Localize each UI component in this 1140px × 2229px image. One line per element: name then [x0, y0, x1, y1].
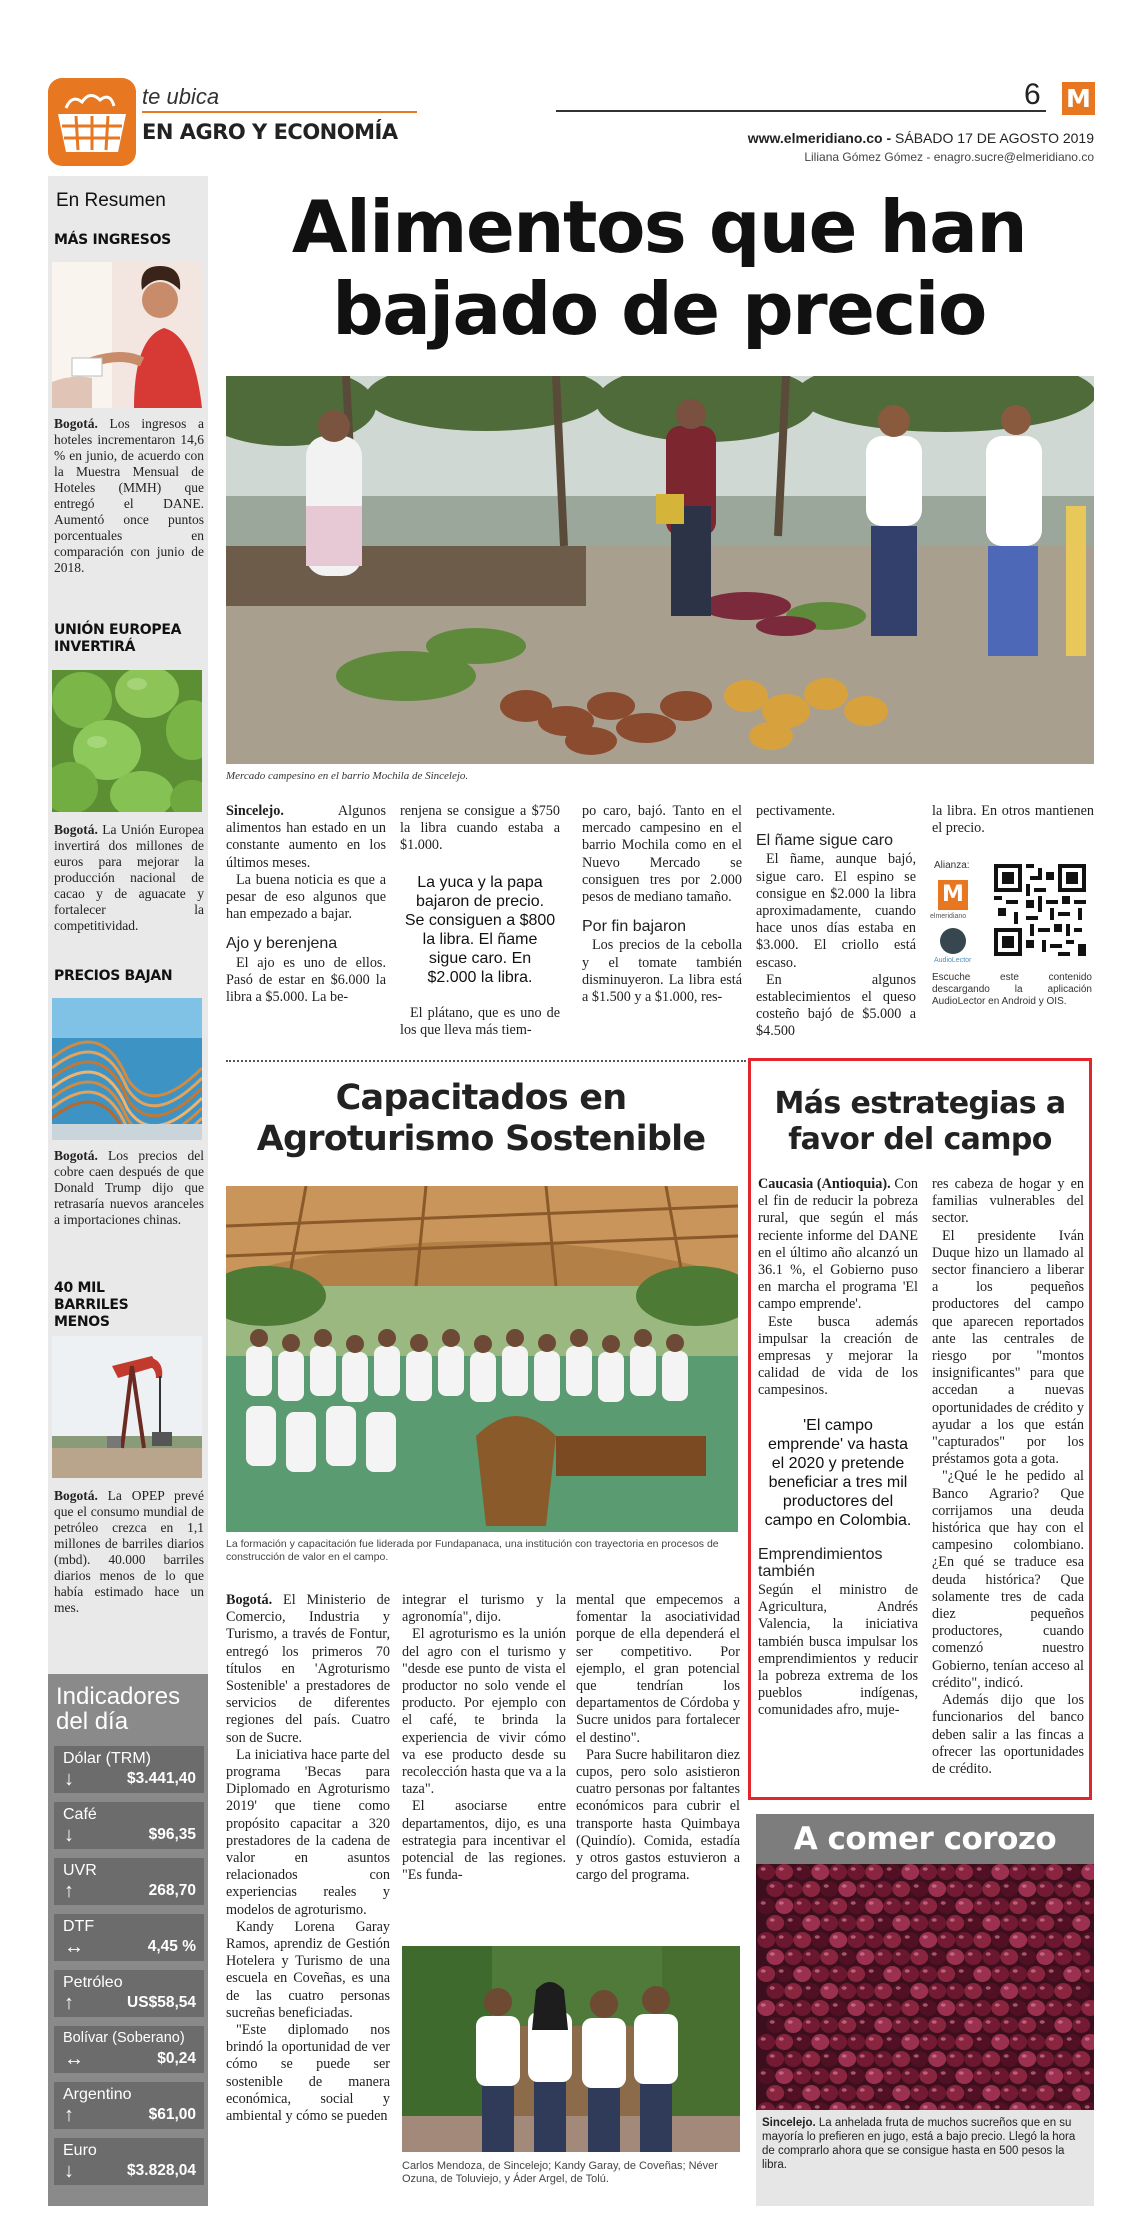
dateline [748, 130, 1094, 146]
sidebar-title: En Resumen [56, 190, 166, 211]
main-col-4: pectivamente. El ñame sigue caro El ñame, aunque bajó, sigue caro. El espino se consigue en $2.000 la libra aproximadamente, cuando hace unos días estaba en $3.000. El criollo está escaso. En algunos establecimientos el queso costeño bajó de $5.000 a $4.500 [756, 803, 916, 1040]
indicators-title: Indicadores del día [56, 1683, 181, 1735]
indicator-row: Euro ↓ $3.828,04 [54, 2138, 204, 2185]
brief-heading: UNIÓN EUROPEA INVERTIRÁ [54, 622, 182, 655]
market-photo [226, 376, 1094, 764]
indicator-row: Dólar (TRM) ↓ $3.441,40 [54, 1746, 204, 1793]
alliance-label: Alianza: [934, 860, 970, 871]
main-col-5: la libra. En otros mantienen el precio. [932, 803, 1094, 837]
agro-col-2: integrar el turismo y la agronomía", dijo. El agroturismo es la unión del agro con el turismo y "desde ese punto de vista el productor no solo vende el producto. Por ejemplo con el café, te brinda la experiencia de vivir cómo va ese producto desde su recolección hasta que va a la taza". El asociarse entre departamentos, dijo, es una estrategia para incentivar el potencial de las regiones. "Es funda- [402, 1592, 566, 1884]
brief-text: Bogotá. La Unión Europea invertirá dos millones de euros para mejorar la producción nacional de cacao y de aguacate y fortalecer la competitividad. [54, 822, 205, 933]
main-headline: Alimentos que han bajado de precio [291, 185, 1027, 351]
page-number: 6 [1024, 78, 1041, 111]
indicator-row: Argentino ↑ $61,00 [54, 2082, 204, 2129]
alliance-audio: AudioLector [934, 957, 972, 964]
agro-col-3: mental que empecemos a fomentar la asociatividad porque de ella dependerá el ser competitivo. Por ejemplo, el gran potencial que tendrían los departamentos de Córdoba y Sucre unidos para fortalecer el destino". Para Sucre habilitaron diez cupos, pero solo asistieron cuatro personas por faltantes económicos para cubrir el transporte hasta Quimbaya (Quindío). Comida, estadía y otros gastos estuvieron a cargo del programa. [576, 1592, 740, 1884]
header-rule-left [142, 111, 417, 113]
trend-icon: ↔ [64, 2048, 84, 2070]
brief-photo-avocado [52, 670, 202, 812]
brief-text: Bogotá. Los ingresos a hoteles incrementaron 14,6 % en junio, de acuerdo con la Muestra Mensual de Hoteles (MMH) que entregó el DANE. Aumentó once puntos porcentuales en comparación con junio de 2018. [54, 416, 204, 575]
indicator-row: Petróleo ↑ US$58,54 [54, 1970, 204, 2017]
training-photo [226, 1186, 738, 1532]
trend-icon: ↓ [64, 1768, 74, 1790]
agro-headline: Capacitados en Agroturismo Sostenible [256, 1078, 706, 1159]
alliance-brand: elmeridiano [930, 913, 967, 920]
brief-photo-oil [52, 1336, 202, 1478]
basket-icon [48, 78, 136, 166]
section-title: EN AGRO Y ECONOMÍA [142, 120, 398, 144]
section-logo [48, 78, 136, 166]
indicator-row: Café ↓ $96,35 [54, 1802, 204, 1849]
main-col-2: renjena se consigue a $750 la libra cuando estaba a $1.000. La yuca y la papa bajaron de precio. Se consiguen a $800 la libra. El ñame sigue caro. En $2.000 la libra. El plátano, que es uno de los que lleva más tiem- [400, 803, 560, 1038]
trend-icon: ↑ [64, 1992, 74, 2014]
indicator-row: DTF ↔ 4,45 % [54, 1914, 204, 1961]
main-col-1: Sincelejo. Algunos alimentos han estado en un constante aumento en los últimos meses. La buena noticia es que a pesar de eso algunos que han empezado a bajar. Ajo y berenjena El ajo es uno de ellos. Pasó de estar en $6.000 la libra a $5.000. La be- [226, 803, 386, 1006]
strategy-pullquote: 'El campo emprende' va hasta el 2020 y pretende beneficiar a tres mil productores del campo en Colombia. [764, 1416, 912, 1529]
byline: Liliana Gómez Gómez - enagro.sucre@elmeridiano.co [804, 150, 1094, 164]
indicator-row: UVR ↑ 268,70 [54, 1858, 204, 1905]
brief-heading: PRECIOS BAJAN [54, 968, 173, 984]
indicator-row: Bolívar (Soberano) ↔ $0,24 [54, 2026, 204, 2073]
agro-col-1: Bogotá. El Ministerio de Comercio, Industria y Turismo, a través de Fontur, entregó los primeros 70 títulos en 'Agroturismo Sostenible' a prestadores de servicios de diferentes regiones del país. Cuatro son de Sucre. La iniciativa hace parte del programa 'Becas para Diplomado en Agroturismo 2019' que tiene como propósito capacitar a 320 prestadores de la cadena de valor en asuntos relacionados con experiencias reales y modelos de agroturismo. Kandy Lorena Garay Ramos, aprendiz de Gestión Hotelera y Turismo de una escuela en Coveñas, es una de las cuatro personas sucreñas beneficiadas. "Este diplomado nos brindó la oportunidad de ver cómo se puede ser sostenible de manera económica, social y ambiental y cómo se pueden [226, 1592, 390, 2125]
audio-note: Escuche este contenido descargando la aplicación AudioLector en Android y OIS. [932, 972, 1092, 1007]
site-url: www.elmeridiano.co - [747, 130, 892, 146]
section-divider [226, 1060, 746, 1062]
corozo-photo [756, 1864, 1094, 2110]
brief-text: Bogotá. Los precios del cobre caen después de que Donald Trump dijo que retrasaría nuevos aranceles a importaciones chinas. [54, 1148, 205, 1227]
brief-heading: 40 MIL BARRILES MENOS [54, 1280, 129, 1330]
trend-icon: ↑ [64, 2104, 74, 2126]
trend-icon: ↓ [64, 1824, 74, 1846]
brief-text: Bogotá. La OPEP prevé que el consumo mundial de petróleo crezca en 1,1 millones de barriles diarios (mbd). 40.000 barriles diarios menos de lo que había estimado hace un mes. [54, 1488, 204, 1615]
group-photo [402, 1946, 740, 2152]
brief-photo-hotel [52, 262, 202, 408]
group-photo-caption: Carlos Mendoza, de Sincelejo; Kandy Garay, de Coveñas; Néver Ozuna, de Toluviejo, y Áder Argel, de Tolú. [402, 2160, 718, 2185]
header-rule-right [556, 110, 1046, 112]
corozo-caption: Sincelejo. La anhelada fruta de muchos sucreños que en su mayoría lo prefieren en jugo, está a bajo precio. Llegó la hora de comprarlo ahora que se consigue hasta en 500 pesos la libra. [762, 2117, 1076, 2171]
main-pullquote: La yuca y la papa bajaron de precio. Se consiguen a $800 la libra. El ñame sigue caro. En $2.000 la libra. [404, 873, 556, 986]
brief-photo-copper [52, 998, 202, 1140]
issue-date: SÁBADO 17 DE AGOSTO 2019 [895, 130, 1094, 146]
strategy-headline: Más estrategias a favor del campo [774, 1086, 1066, 1157]
strategy-col-1: Caucasia (Antioquia). Con el fin de reducir la pobreza rural, que según el más reciente informe del DANE en el último año alcanzó un 36.1 %, el Gobierno puso en marcha el programa 'El campo emprende'. Este busca además impulsar la creación de empresas y mejorar la calidad de vida de los campesinos. 'El campo emprende' va hasta el 2020 y pretende beneficiar a tres mil productores del campo en Colombia. Emprendimientos también Según el ministro de Agricultura, Andrés Valencia, la iniciativa también busca impulsar los emprendimientos y reducir la pobreza extrema de los pueblos indígenas, comunidades afro, muje- [758, 1176, 919, 1719]
audio-icon [940, 928, 966, 954]
strategy-col-2: res cabeza de hogar y en familias vulnerables del sector. El presidente Iván Duque hizo un llamado al sector financiero a liberar a los pequeños productores del campo que aparecen reportados ante las centrales de riesgo por "montos insignificantes" para que accedan a nuevas oportunidades de crédito y ayudar a los que están "capturados" por los préstamos gota a gota. "¿Qué le he pedido al Banco Agrario? Que corrijamos una deuda histórica que hay con el campesino colombiano. ¿En qué se traduce esa deuda histórica? Que solamente tres de cada diez pequeños productores, cuando comenzó nuestro Gobierno, tenían acceso al crédito", indicó. Además dijo que los funcionarios del banco deben salir a las fincas a ofrecer las oportunidades de crédito. [932, 1176, 1084, 1777]
trend-icon: ↓ [64, 2160, 74, 2182]
corozo-title-bar: A comer corozo [756, 1814, 1094, 1864]
market-photo-caption: Mercado campesino en el barrio Mochila de Sincelejo. [226, 770, 469, 782]
section-tag: te ubica [142, 84, 220, 109]
brand-badge: M [1062, 82, 1095, 115]
alliance-logo: M [938, 880, 968, 910]
main-col-3: po caro, bajó. Tanto en el mercado campesino en el barrio Mochila como en el Nuevo Mercado se consiguen tres por 2.000 pesos de mediano tamaño. Por fin bajaron Los precios de la cebolla y el tomate también disminuyeron. La libra está a $1.500 y a $1.000, res- [582, 803, 742, 1006]
brief-heading: MÁS INGRESOS [54, 232, 171, 248]
training-photo-caption: La formación y capacitación fue liderada por Fundapanaca, una institución con trayectoria en procesos de construcción de valor en el campo. [226, 1538, 719, 1563]
qr-code [994, 864, 1086, 956]
trend-icon: ↔ [64, 1936, 84, 1958]
trend-icon: ↑ [64, 1880, 74, 1902]
